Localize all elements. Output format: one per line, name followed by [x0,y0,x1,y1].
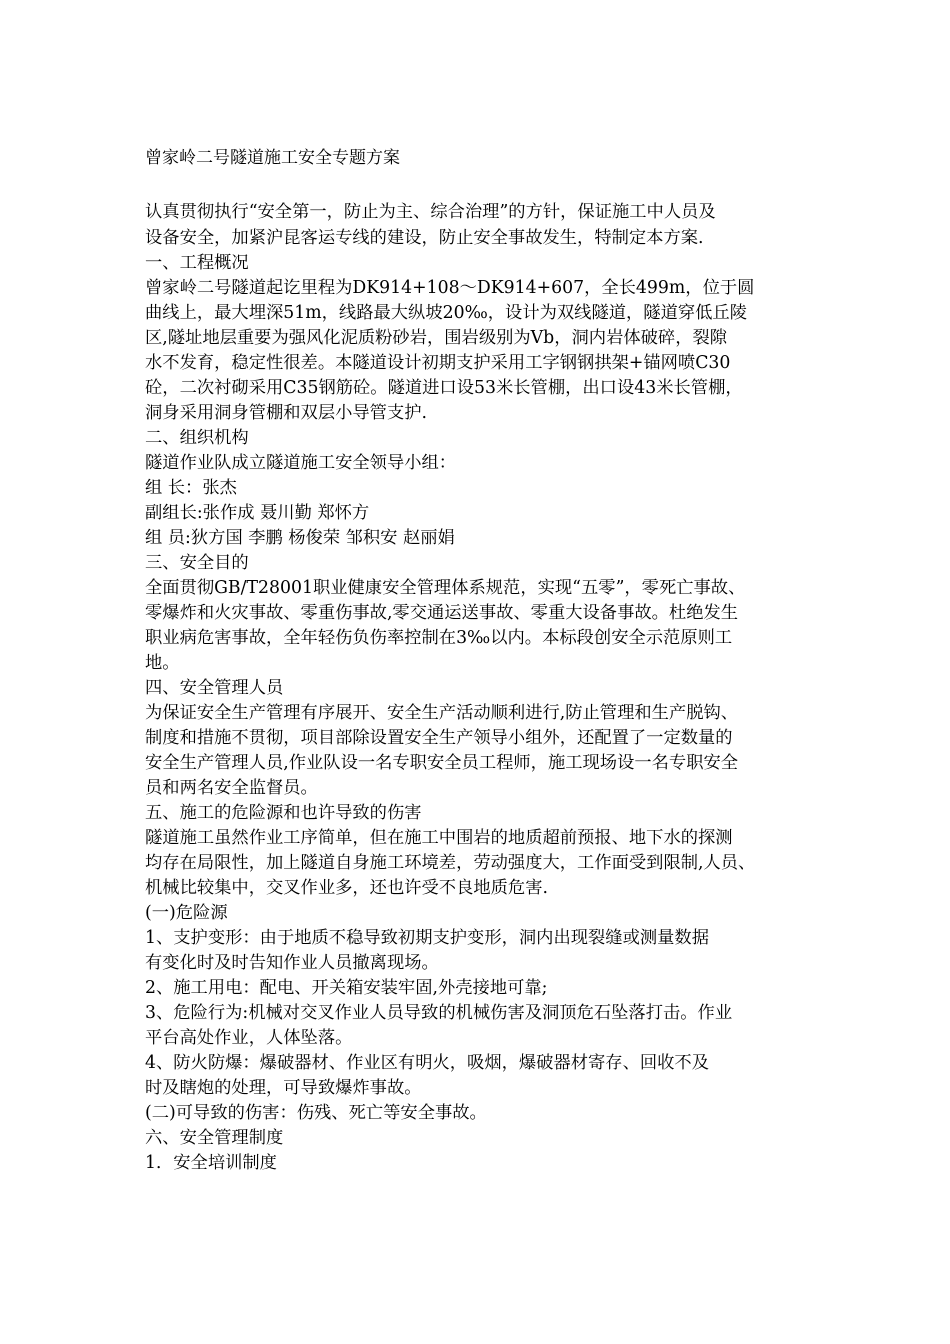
paragraph-line: 职业病危害事故，全年轻伤负伤率控制在3‰以内。本标段创安全示范原则工 [145,628,733,648]
team-members-line: 组 员:狄方国 李鹏 杨俊荣 邹积安 赵丽娟 [145,528,455,548]
paragraph-line: 隧道作业队成立隧道施工安全领导小组： [145,453,457,473]
list-item-continuation: 时及瞎炮的处理，可导致爆炸事故。 [145,1078,422,1098]
paragraph-line: 员和两名安全监督员。 [145,778,318,798]
paragraph-line: 为保证安全生产管理有序展开、安全生产活动顺利进行,防止管理和生产脱钩、 [145,703,739,723]
paragraph-line: 零爆炸和火灾事故、零重伤事故,零交通运送事故、零重大设备事故。杜绝发生 [145,603,739,623]
intro-line-1: 认真贯彻执行“安全第一，防止为主、综合治理”的方针，保证施工中人员及 [145,202,716,222]
paragraph-line: 区,隧址地层重要为强风化泥质粉砂岩，围岩级别为Ⅴb，洞内岩体破碎，裂隙 [145,328,728,348]
paragraph-line: 地。 [145,653,180,673]
paragraph-line: 曾家岭二号隧道起讫里程为DK914+108～DK914+607，全长499m，位于圆 [145,278,755,298]
list-item: 3、危险行为:机械对交叉作业人员导致的机械伤害及洞顶危石坠落打击。作业 [145,1003,733,1023]
paragraph-line: 全面贯彻GB/T28001职业健康安全管理体系规范，实现“五零”，零死亡事故、 [145,578,746,598]
section-heading-hazards: 五、施工的危险源和也许导致的伤害 [145,803,422,823]
paragraph-line: 制度和措施不贯彻，项目部除设置安全生产领导小组外，还配置了一定数量的 [145,728,733,748]
list-item: 2、施工用电：配电、开关箱安装牢固,外壳接地可靠; [145,978,548,998]
section-heading-safety-personnel: 四、安全管理人员 [145,678,284,698]
paragraph-line: 均存在局限性，加上隧道自身施工环境差，劳动强度大，工作面受到限制,人员、 [145,853,756,873]
intro-line-2: 设备安全，加紧沪昆客运专线的建设，防止安全事故发生，特制定本方案. [145,228,704,248]
paragraph-line: 曲线上，最大埋深51m，线路最大纵坡20‰，设计为双线隧道，隧道穿低丘陵 [145,303,747,323]
section-heading-management-system: 六、安全管理制度 [145,1128,284,1148]
paragraph-line: 水不发育，稳定性很差。本隧道设计初期支护采用工字钢钢拱架+锚网喷C30 [145,353,731,373]
paragraph-line: 砼，二次衬砌采用C35钢筋砼。隧道进口设53米长管棚，出口设43米长管棚， [145,378,743,398]
document-title: 曾家岭二号隧道施工安全专题方案 [145,148,400,168]
paragraph-line: 安全生产管理人员,作业队设一名专职安全员工程师，施工现场设一名专职安全 [145,753,739,773]
team-leader-line: 组 长：张杰 [145,478,237,498]
subsection-heading-injuries: (二)可导致的伤害：伤残、死亡等安全事故。 [145,1103,487,1123]
list-item-continuation: 平台高处作业，人体坠落。 [145,1028,353,1048]
list-item: 1、支护变形：由于地质不稳导致初期支护变形，洞内出现裂缝或测量数据 [145,928,709,948]
section-heading-organization: 二、组织机构 [145,428,249,448]
paragraph-line: 洞身采用洞身管棚和双层小导管支护. [145,403,427,423]
section-heading-safety-goal: 三、安全目的 [145,553,249,573]
subsection-heading-hazard-sources: (一)危险源 [145,903,228,923]
list-item: 4、防火防爆：爆破器材、作业区有明火，吸烟，爆破器材寄存、回收不及 [145,1053,709,1073]
list-item-continuation: 有变化时及时告知作业人员撤离现场。 [145,953,439,973]
paragraph-line: 机械比较集中，交叉作业多，还也许受不良地质危害. [145,878,548,898]
section-heading-overview: 一、工程概况 [145,253,249,273]
deputy-leader-line: 副组长:张作成 聂川勤 郑怀方 [145,503,370,523]
subsection-heading-training: 1．安全培训制度 [145,1153,277,1173]
paragraph-line: 隧道施工虽然作业工序简单，但在施工中围岩的地质超前预报、地下水的探测 [145,828,733,848]
